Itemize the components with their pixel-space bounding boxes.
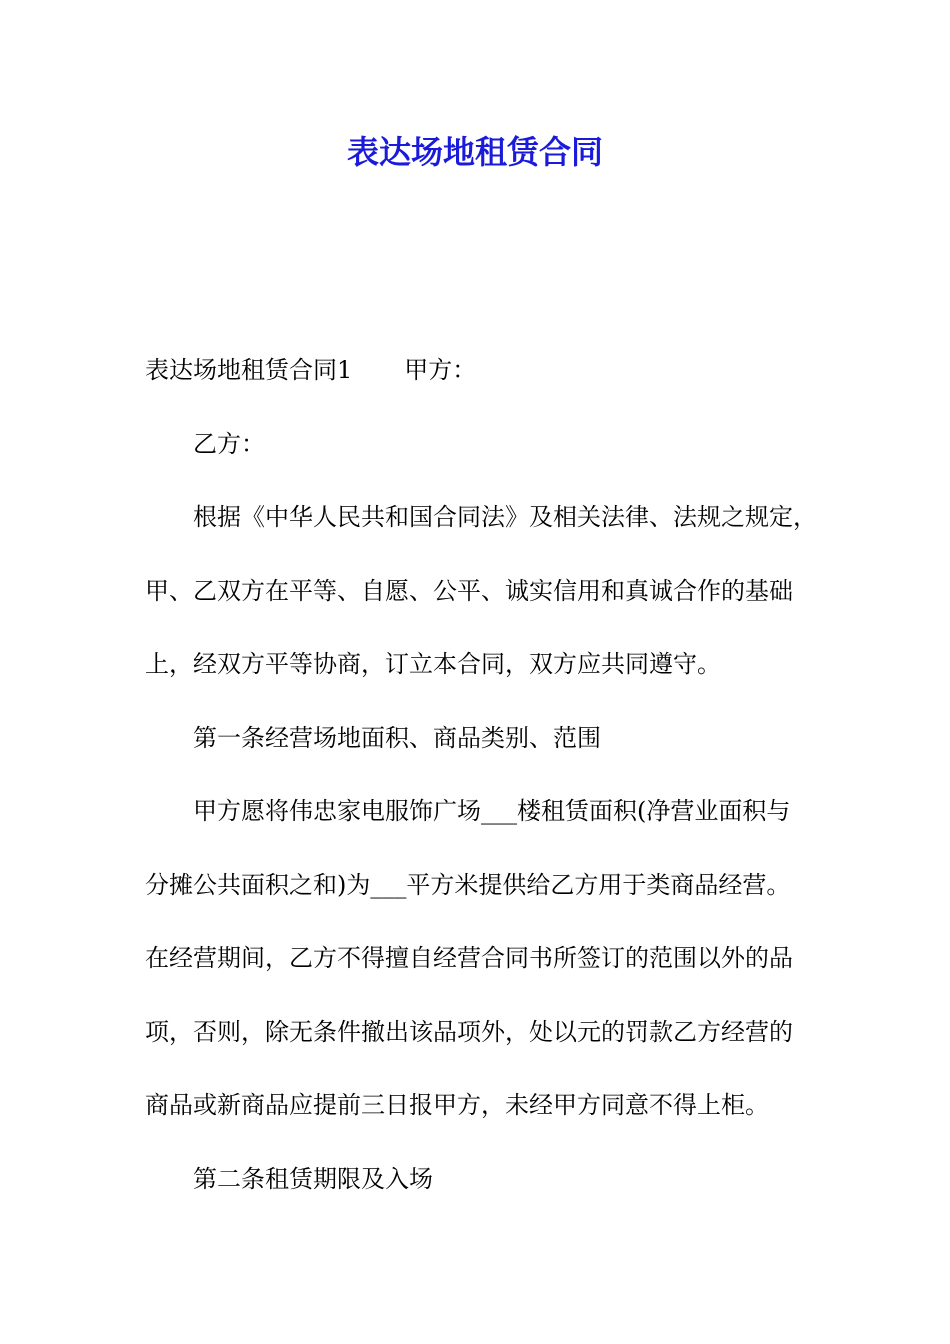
article-heading: 第一条经营场地面积、商品类别、范围 xyxy=(193,723,601,752)
paragraph-line: 项，否则，除无条件撤出该品项外，处以元的罚款乙方经营的 xyxy=(145,1017,793,1046)
section-heading: 表达场地租赁合同1 xyxy=(145,356,353,384)
paragraph-line: 分摊公共面积之和)为___平方米提供给乙方用于类商品经营。 xyxy=(145,870,791,899)
document-title: 表达场地租赁合同 xyxy=(346,133,603,171)
party-b-label: 乙方： xyxy=(193,429,265,458)
paragraph-line: 商品或新商品应提前三日报甲方，未经甲方同意不得上柜。 xyxy=(145,1091,769,1119)
paragraph-line: 根据《中华人民共和国合同法》及相关法律、法规之规定， xyxy=(193,503,817,531)
paragraph-line: 在经营期间，乙方不得擅自经营合同书所签订的范围以外的品 xyxy=(145,944,793,972)
paragraph-line: 上，经双方平等协商，订立本合同，双方应共同遵守。 xyxy=(145,650,721,678)
article-heading: 第二条租赁期限及入场 xyxy=(193,1164,433,1193)
paragraph-line: 甲、乙双方在平等、自愿、公平、诚实信用和真诚合作的基础 xyxy=(145,576,793,605)
paragraph-line: 甲方愿将伟忠家电服饰广场___楼租赁面积(净营业面积与 xyxy=(193,797,791,825)
document-body xyxy=(145,334,835,1216)
party-a-label: 甲方： xyxy=(404,356,477,384)
paragraph-line xyxy=(145,334,835,408)
